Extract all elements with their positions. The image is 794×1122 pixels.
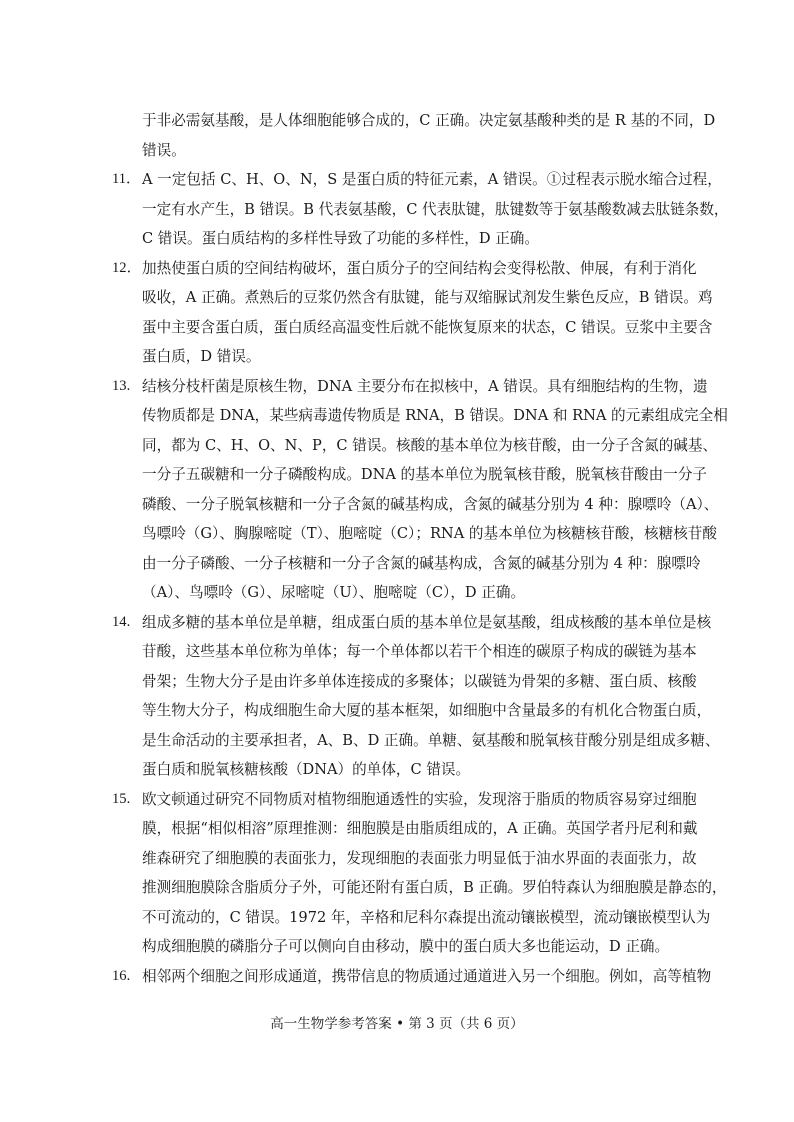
text-line: 骨架；生物大分子是由许多单体连接成的多聚体；以碳链为骨架的多糖、蛋白质、核酸 bbox=[142, 672, 697, 690]
text-line: 维森研究了细胞膜的表面张力，发现细胞的表面张力明显低于油水界面的表面张力，故 bbox=[142, 849, 697, 867]
answer-item-13 bbox=[112, 372, 728, 608]
text-line: 一分子五碳糖和一分子磷酸构成。DNA 的基本单位为脱氧核苷酸，脱氧核苷酸由一分子 bbox=[142, 466, 708, 483]
answer-content bbox=[112, 106, 729, 991]
text-line: 等生物大分子，构成细胞生命大厦的基本框架，如细胞中含量最多的有机化合物蛋白质， bbox=[142, 702, 712, 719]
text-line: 错误。 bbox=[142, 141, 186, 159]
page-footer: 高一生物学参考答案 • 第 3 页（共 6 页） bbox=[270, 1016, 524, 1032]
item-number: 13. bbox=[112, 377, 131, 394]
text-line: A 一定包括 C、H、O、N，S 是蛋白质的特征元素，A 错误。①过程表示脱水缩合过程， bbox=[142, 171, 722, 188]
text-line: 同，都为 C、H、O、N、P，C 错误。核酸的基本单位为核苷酸，由一分子含氮的碱基、 bbox=[142, 436, 718, 454]
text-line: 不可流动的，C 错误。1972 年，辛格和尼科尔森提出流动镶嵌模型，流动镶嵌模型认为 bbox=[142, 908, 711, 926]
text-line: 构成细胞膜的磷脂分子可以侧向自由移动，膜中的蛋白质大多也能运动，D 正确。 bbox=[142, 938, 670, 955]
text-line: 相邻两个细胞之间形成通道，携带信息的物质通过通道进入另一个细胞。例如，高等植物 bbox=[142, 967, 712, 985]
text-line: 吸收，A 正确。煮熟后的豆浆仍然含有肽键，能与双缩脲试剂发生紫色反应，B 错误。鸡 bbox=[142, 289, 713, 306]
text-line: 欧文顿通过研究不同物质对植物细胞通透性的实验，发现溶于脂质的物质容易穿过细胞 bbox=[142, 790, 697, 808]
text-line: 苷酸，这些基本单位称为单体；每一个单体都以若干个相连的碳原子构成的碳链为基本 bbox=[142, 643, 697, 660]
text-line: 是生命活动的主要承担者，A、B、D 正确。单糖、氨基酸和脱氧核苷酸分别是组成多糖、 bbox=[142, 731, 720, 749]
item-number: 11． bbox=[112, 171, 141, 187]
text-line: 蛋白质和脱氧核糖核酸（DNA）的单体，C 错误。 bbox=[142, 761, 471, 778]
text-line: 推测细胞膜除含脂质分子外，可能还附有蛋白质，B 正确。罗伯特森认为细胞膜是静态的， bbox=[142, 879, 727, 896]
text-line: 一定有水产生，B 错误。B 代表氨基酸，C 代表肽键，肽键数等于氨基酸数减去肽链条数， bbox=[142, 200, 729, 218]
text-line: （A）、鸟嘌呤（G）、尿嘧啶（U）、胞嘧啶（C），D 正确。 bbox=[142, 584, 526, 601]
answer-item-14 bbox=[112, 608, 720, 785]
text-line: 加热使蛋白质的空间结构破坏，蛋白质分子的空间结构会变得松散、伸展，有利于消化 bbox=[142, 259, 697, 277]
item-number: 16. bbox=[112, 967, 131, 984]
text-line: 磷酸、一分子脱氧核糖和一分子含氮的碱基构成，含氮的碱基分别为 4 种：腺嘌呤（A）、 bbox=[142, 495, 719, 513]
text-line: 由一分子磷酸、一分子核糖和一分子含氮的碱基构成，含氮的碱基分别为 4 种：腺嘌呤 bbox=[142, 554, 701, 572]
text-line: 传物质都是 DNA，某些病毒遗传物质是 RNA，B 错误。DNA 和 RNA 的元素组成完全相 bbox=[142, 407, 728, 424]
text-line: 膜，根据“相似相溶”原理推测：细胞膜是由脂质组成的，A 正确。英国学者丹尼利和戴 bbox=[142, 820, 698, 837]
text-line: 蛋中主要含蛋白质，蛋白质经高温变性后就不能恢复原来的状态，C 错误。豆浆中主要含 bbox=[142, 318, 713, 336]
answer-item-15 bbox=[112, 785, 727, 962]
text-line: 组成多糖的基本单位是单糖，组成蛋白质的基本单位是氨基酸，组成核酸的基本单位是核 bbox=[142, 613, 712, 631]
answer-item-16 bbox=[112, 962, 712, 992]
answer-item-11 bbox=[112, 165, 729, 254]
text-line: 于非必需氨基酸，是人体细胞能够合成的，C 正确。决定氨基酸种类的是 R 基的不同，D bbox=[142, 112, 716, 129]
item-number: 14. bbox=[112, 613, 131, 630]
text-line: C 错误。蛋白质结构的多样性导致了功能的多样性，D 正确。 bbox=[142, 230, 539, 247]
answer-item-12 bbox=[112, 254, 713, 372]
text-line: 鸟嘌呤（G）、胸腺嘧啶（T）、胞嘧啶（C）；RNA 的基本单位为核糖核苷酸，核糖核苷酸 bbox=[142, 525, 717, 542]
text-line: 蛋白质，D 错误。 bbox=[142, 348, 261, 365]
text-line: 结核分枝杆菌是原核生物，DNA 主要分布在拟核中，A 错误。具有细胞结构的生物，遗 bbox=[142, 377, 708, 395]
item-number: 12． bbox=[112, 259, 142, 276]
item-number: 15. bbox=[112, 790, 131, 807]
